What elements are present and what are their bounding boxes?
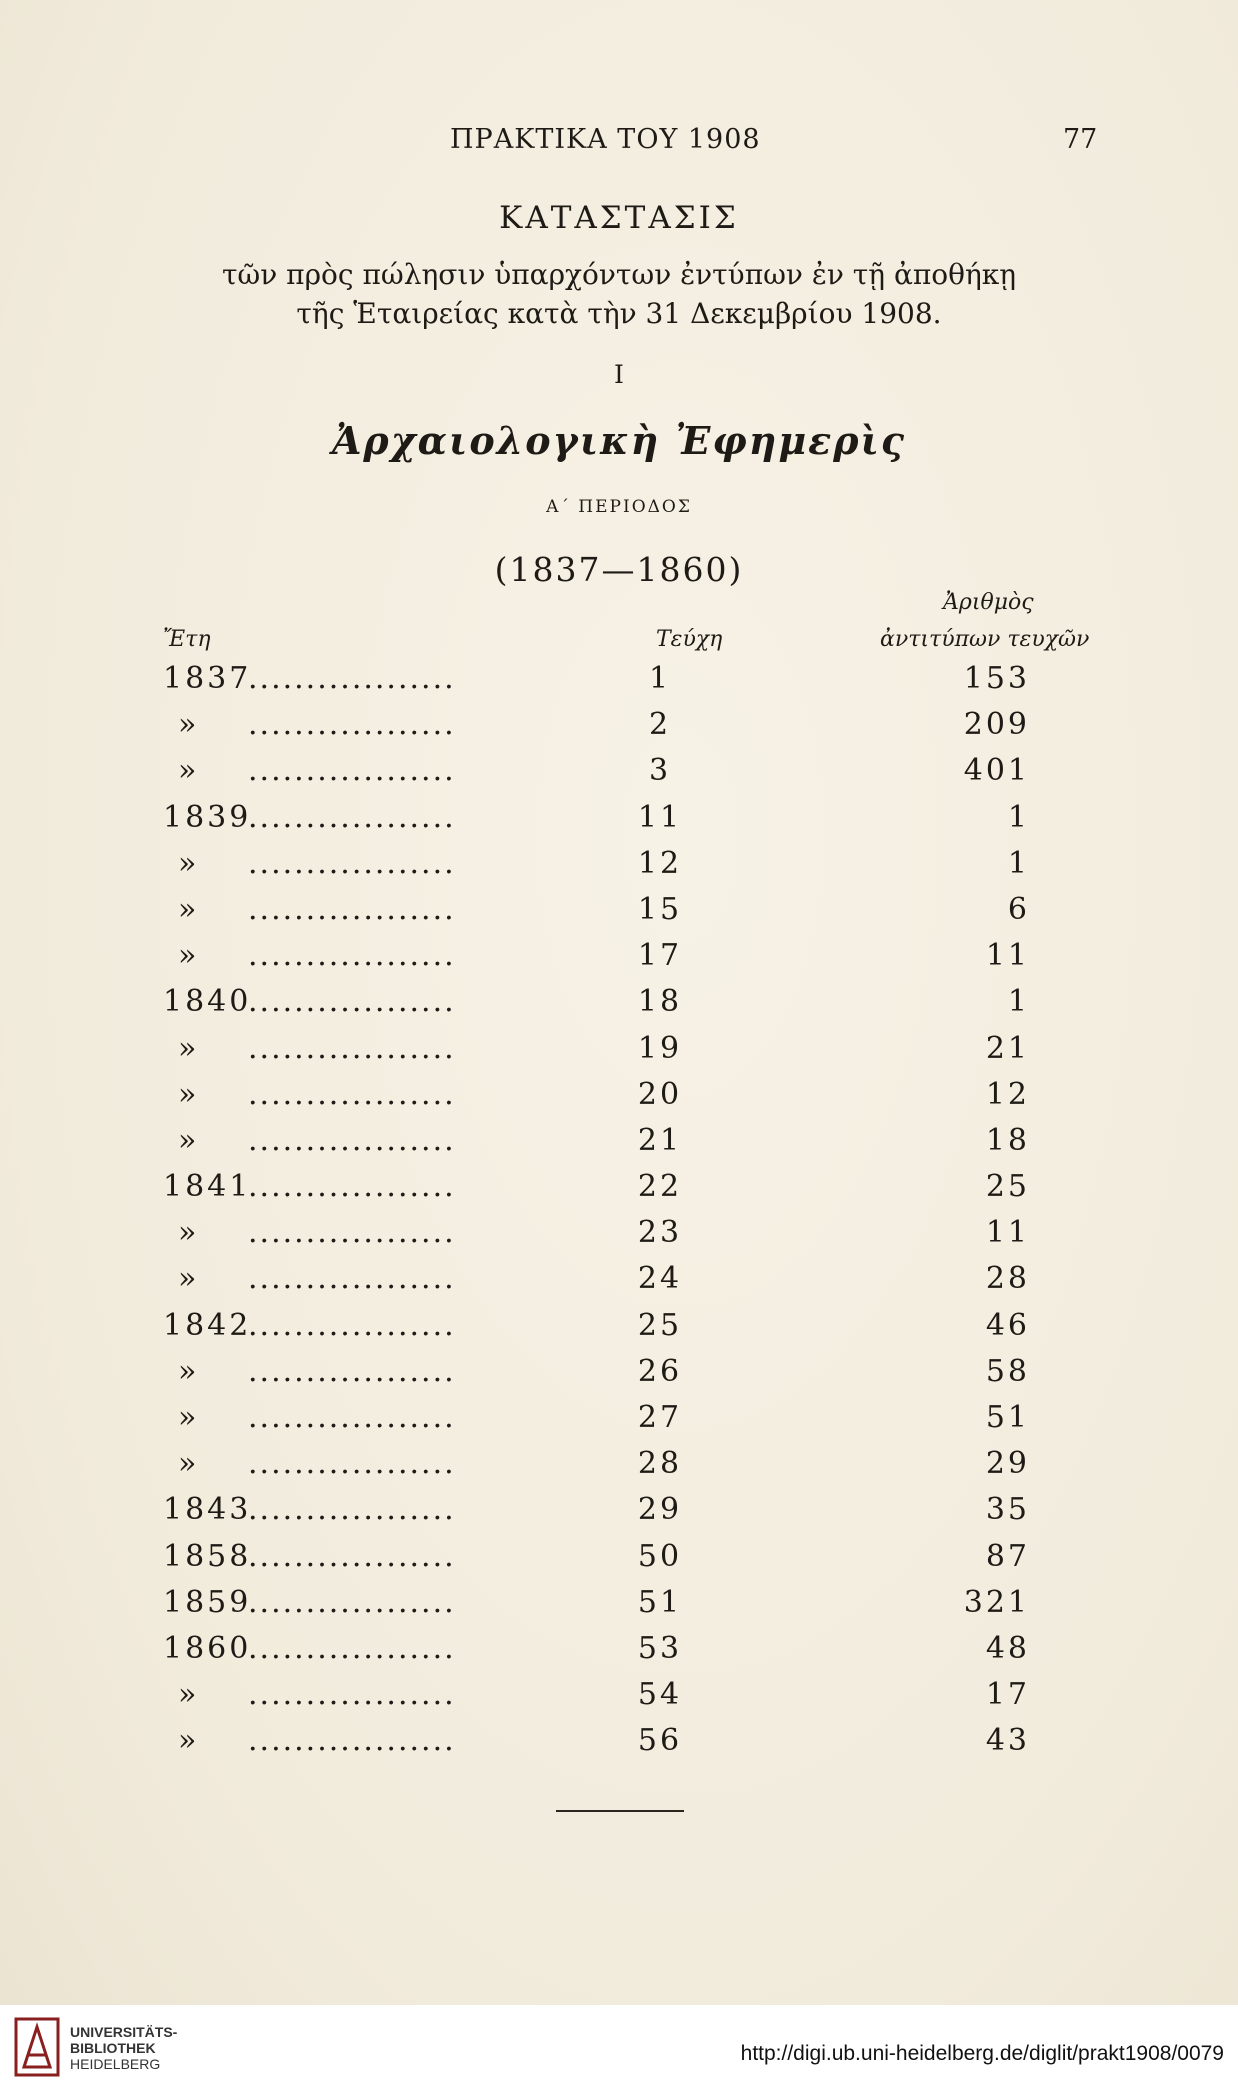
library-logo-icon [14, 2017, 60, 2077]
issue-cell: 53 [637, 1630, 683, 1666]
column-header-issues: Τεύχη [656, 627, 723, 652]
journal-title: Ἀρχαιολογικὴ Ἐφημερὶς [331, 418, 907, 463]
section-number: I [614, 360, 624, 389]
issue-cell: 12 [637, 845, 683, 881]
issue-cell: 3 [648, 753, 672, 789]
library-name-line-2: BIBLIOTHEK [70, 2040, 156, 2056]
year-cell: » [178, 891, 200, 927]
issue-cell: 20 [637, 1076, 683, 1112]
dot-leader: .................. [248, 1677, 456, 1713]
table-row [0, 1627, 1238, 1673]
copies-cell: 21 [985, 1030, 1030, 1066]
copies-cell: 401 [963, 753, 1030, 789]
year-cell: 1858 [163, 1538, 252, 1574]
dot-leader: .................. [248, 891, 456, 927]
year-cell: » [178, 1076, 200, 1112]
dot-leader: .................. [248, 753, 456, 789]
copies-cell: 1 [1007, 799, 1030, 835]
year-cell: » [178, 845, 200, 881]
dot-leader: .................. [248, 661, 456, 696]
copies-cell: 6 [1007, 891, 1030, 927]
copies-cell: 35 [985, 1492, 1030, 1528]
issue-cell: 51 [637, 1584, 683, 1620]
dot-leader: .................. [248, 1492, 456, 1528]
table-row [0, 1257, 1238, 1303]
dot-leader: .................. [248, 1538, 456, 1574]
year-cell: 1859 [163, 1584, 252, 1620]
year-cell: » [178, 1122, 200, 1158]
issue-cell: 17 [637, 938, 683, 974]
issue-cell: 56 [637, 1723, 683, 1759]
table-row [0, 934, 1238, 980]
table-row [0, 1442, 1238, 1488]
table-row [0, 980, 1238, 1026]
table-row [0, 1673, 1238, 1719]
running-head: ΠΡΑΚΤΙΚΑ ΤΟΥ 1908 [450, 124, 761, 155]
copies-cell: 153 [963, 661, 1030, 696]
copies-cell: 1 [1007, 845, 1030, 881]
issue-cell: 26 [637, 1353, 683, 1389]
table-row [0, 888, 1238, 934]
dot-leader: .................. [248, 707, 456, 743]
library-name-line-1: UNIVERSITÄTS- [70, 2024, 178, 2040]
issue-cell: 50 [637, 1538, 683, 1574]
issue-cell: 21 [637, 1122, 683, 1158]
copies-cell: 321 [963, 1584, 1030, 1620]
table-row [0, 1211, 1238, 1257]
table-row [0, 1719, 1238, 1765]
library-name-line-3: HEIDELBERG [70, 2056, 161, 2072]
issue-cell: 27 [637, 1400, 683, 1435]
table-row [0, 1073, 1238, 1119]
year-cell: » [178, 1215, 200, 1251]
subtitle-line-1: τῶν πρὸς πώλησιν ὑπαρχόντων ἐντύπων ἐν τῇ ἀποθήκῃ [221, 258, 1017, 291]
copies-cell: 1 [1007, 984, 1030, 1020]
dot-leader: .................. [248, 799, 456, 835]
year-cell: 1837 [163, 661, 252, 696]
table-row [0, 1581, 1238, 1627]
issue-cell: 1 [648, 661, 672, 696]
copies-cell: 18 [985, 1122, 1030, 1158]
table-row [0, 703, 1238, 749]
dot-leader: .................. [248, 1400, 456, 1435]
dot-leader: .................. [248, 1723, 456, 1759]
issue-cell: 54 [637, 1677, 683, 1713]
issue-cell: 11 [637, 799, 683, 835]
subtitle-line-2: τῆς Ἑταιρείας κατὰ τὴν 31 Δεκεμβρίου 1908. [296, 297, 942, 330]
issue-cell: 22 [637, 1169, 683, 1205]
copies-cell: 11 [985, 938, 1030, 974]
year-cell: 1842 [163, 1307, 252, 1343]
issue-cell: 29 [637, 1492, 683, 1528]
dot-leader: .................. [248, 1169, 456, 1205]
copies-cell: 48 [985, 1630, 1030, 1666]
year-cell: 1841 [163, 1169, 252, 1205]
source-url-link[interactable]: http://digi.ub.uni-heidelberg.de/diglit/prakt1908/0079 [740, 2042, 1224, 2065]
year-cell: » [178, 1400, 200, 1435]
dot-leader: .................. [248, 984, 456, 1020]
issue-cell: 19 [637, 1030, 683, 1066]
copies-cell: 28 [985, 1261, 1030, 1297]
dot-leader: .................. [248, 1215, 456, 1251]
column-header-copies-line2: ἀντιτύπων τευχῶν [880, 627, 1090, 652]
copies-cell: 46 [985, 1307, 1030, 1343]
year-cell: » [178, 1723, 200, 1759]
copies-cell: 12 [985, 1076, 1030, 1112]
dot-leader: .................. [248, 1446, 456, 1482]
table-row [0, 1488, 1238, 1534]
table-row [0, 1027, 1238, 1073]
year-cell: » [178, 1353, 200, 1389]
dot-leader: .................. [248, 1630, 456, 1666]
year-cell: 1860 [163, 1630, 252, 1666]
copies-cell: 43 [985, 1723, 1030, 1759]
table-row [0, 1535, 1238, 1581]
year-cell: 1843 [163, 1492, 252, 1528]
table-row [0, 1350, 1238, 1396]
dot-leader: .................. [248, 1030, 456, 1066]
issue-cell: 18 [637, 984, 683, 1020]
dot-leader: .................. [248, 1122, 456, 1158]
year-cell: » [178, 707, 200, 743]
issue-cell: 24 [637, 1261, 683, 1297]
year-cell: » [178, 1446, 200, 1482]
year-cell: » [178, 938, 200, 974]
dot-leader: .................. [248, 938, 456, 974]
report-heading: ΚΑΤΑΣΤΑΣΙΣ [499, 200, 739, 236]
column-header-copies-line1: Ἀριθμὸς [943, 590, 1034, 615]
copies-cell: 87 [985, 1538, 1030, 1574]
year-cell: » [178, 1261, 200, 1297]
table-row [0, 657, 1238, 703]
copies-cell: 17 [985, 1677, 1030, 1713]
issue-cell: 25 [637, 1307, 683, 1343]
table-row [0, 842, 1238, 888]
closing-rule [556, 1810, 684, 1812]
copies-cell: 29 [985, 1446, 1030, 1482]
column-header-year: Ἔτη [163, 627, 211, 652]
dot-leader: .................. [248, 1353, 456, 1389]
copies-cell: 58 [985, 1353, 1030, 1389]
issue-cell: 15 [637, 891, 683, 927]
year-cell: » [178, 1677, 200, 1713]
year-cell: 1840 [163, 984, 252, 1020]
year-cell: 1839 [163, 799, 252, 835]
dot-leader: .................. [248, 845, 456, 881]
year-cell: » [178, 1030, 200, 1066]
dot-leader: .................. [248, 1261, 456, 1297]
table-row [0, 1396, 1238, 1442]
copies-cell: 25 [985, 1169, 1030, 1205]
page-number: 77 [1063, 124, 1098, 155]
issue-cell: 2 [648, 707, 672, 743]
copies-cell: 209 [963, 707, 1030, 743]
year-cell: » [178, 753, 200, 789]
period-label: Α΄ ΠΕΡΙΟΔΟΣ [546, 497, 692, 517]
copies-cell: 51 [985, 1400, 1030, 1435]
table-row [0, 796, 1238, 842]
inventory-table [0, 657, 1238, 1766]
table-row [0, 1165, 1238, 1211]
issue-cell: 23 [637, 1215, 683, 1251]
table-row [0, 1304, 1238, 1350]
copies-cell: 11 [985, 1215, 1030, 1251]
table-row [0, 749, 1238, 795]
table-row [0, 1119, 1238, 1165]
dot-leader: .................. [248, 1307, 456, 1343]
dot-leader: .................. [248, 1584, 456, 1620]
dot-leader: .................. [248, 1076, 456, 1112]
year-range: (1837—1860) [494, 550, 744, 589]
issue-cell: 28 [637, 1446, 683, 1482]
